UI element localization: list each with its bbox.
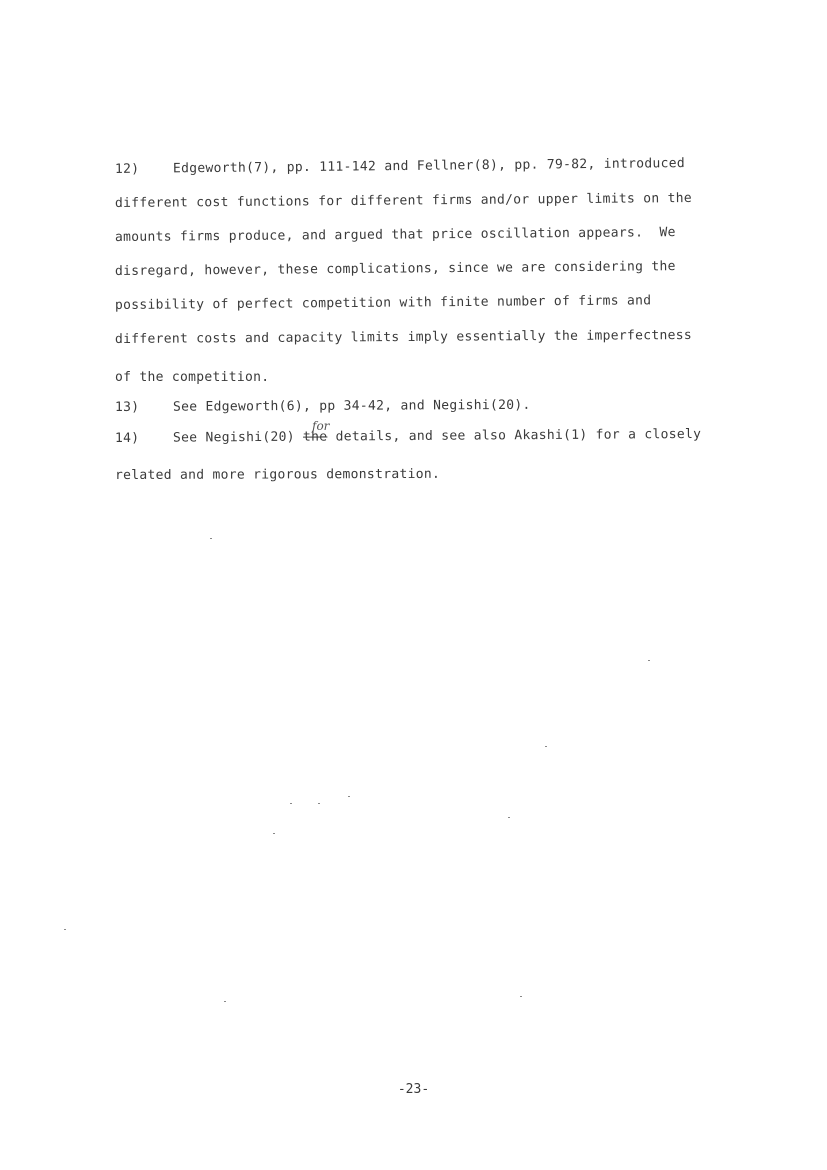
footnote-12-line-7: of the competition. — [115, 370, 270, 385]
handwritten-correction: for — [312, 419, 330, 433]
footnote-14-text-after: details, and see also Akashi(1) for a closely — [327, 426, 702, 445]
scan-speck — [318, 803, 320, 804]
footnote-13-number: 13) — [114, 399, 140, 415]
scan-speck — [224, 1001, 226, 1002]
scan-speck — [545, 746, 547, 747]
footnote-12-text-1: Edgeworth(7), pp. 111-142 and Fellner(8), pp. 79-82, introduced — [172, 156, 686, 177]
scan-speck — [648, 660, 650, 661]
scan-speck — [348, 796, 350, 797]
footnote-14-line-2: related and more rigorous demonstration. — [114, 466, 441, 483]
struck-word: the — [302, 429, 328, 445]
footnote-13-line-1 — [115, 398, 531, 415]
footnote-12-line-5: possibility of perfect competition with finite number of firms and — [114, 293, 652, 313]
scan-speck — [508, 817, 510, 818]
scan-speck — [290, 803, 292, 804]
footnote-14-text-before: See Negishi(20) — [172, 429, 304, 446]
footnote-12-number: 12) — [114, 161, 140, 177]
scan-speck — [520, 996, 522, 997]
footnote-12-line-3: amounts firms produce, and argued that price oscillation appears. We — [114, 225, 676, 245]
scan-speck — [273, 833, 275, 834]
footnote-12-line-2: different cost functions for different firms and/or upper limits on the — [114, 190, 693, 211]
page-number: -23- — [397, 1082, 430, 1097]
footnote-14-line-1 — [115, 427, 701, 446]
scan-speck — [64, 929, 66, 930]
footnote-12-line-6: different costs and capacity limits imply essentially the imperfectness — [114, 327, 693, 347]
scan-speck — [210, 538, 212, 539]
footnote-13-text-1: See Edgeworth(6), pp 34-42, and Negishi(20). — [172, 397, 531, 415]
footnote-14-number: 14) — [114, 430, 140, 446]
footnote-12-line-4: disregard, however, these complications, since we are considering the — [114, 259, 676, 279]
footnote-12-line-1 — [115, 156, 685, 177]
